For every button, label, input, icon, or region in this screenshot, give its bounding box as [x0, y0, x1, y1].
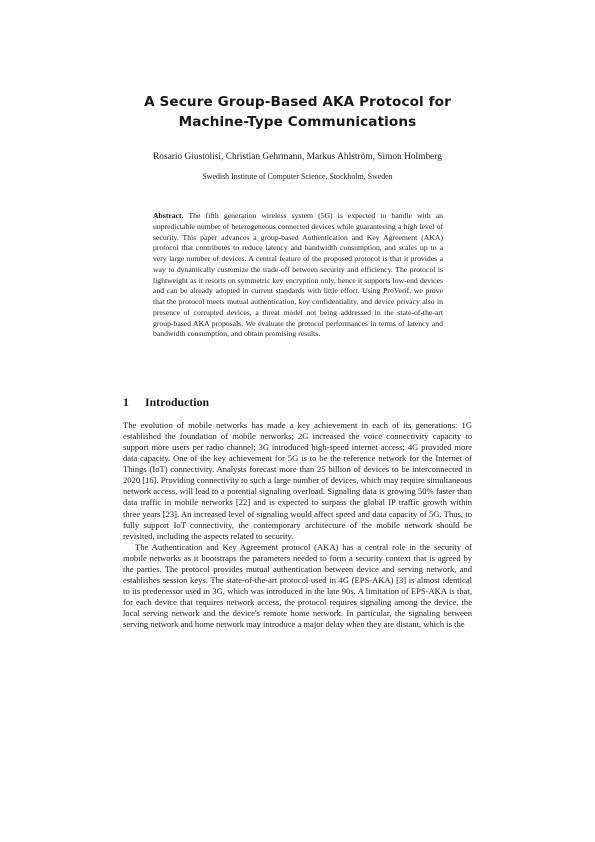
section-heading: [123, 395, 209, 409]
section-number: 1: [123, 395, 129, 409]
title-line-2: Machine-Type Communications: [178, 114, 417, 130]
title-line-1: A Secure Group-Based AKA Protocol for: [144, 94, 451, 110]
body-paragraph: The evolution of mobile networks has made a key achievement in each of its generations: 1G established the foundation of mobile networks; 2G increased the voice connectivity capacity to support more users per radio channel; 3G introduced high-speed internet access; 4G provided more data capacity. One of the key achievement for 5G is to be the reference network for the Internet of Things (IoT) connectivity. Analysts forecast more than 25 billion of devices to be interconnected in 2020 [16]. Providing connectivity to such a large number of devices, which may require simultaneous network access, will lead to a potential signaling overload. Signaling data is growing 50% faster than data traffic in mobile networks [22] and is expected to surpass the global IP traffic growth within three years [23]. An increased level of signaling would affect speed and data capacity of 5G. Thus, to fully support IoT connectivity, the contemporary architecture of the mobile network should be revisited, including the aspects related to security.: [123, 420, 472, 541]
section-title: Introduction: [145, 395, 210, 409]
section-body: [123, 420, 472, 630]
affiliation: Swedish Institute of Computer Science, Stockholm, Sweden: [202, 172, 393, 181]
abstract-label: Abstract.: [153, 211, 184, 220]
abstract: [153, 211, 443, 340]
abstract-text: The fifth generation wireless system (5G) is expected to handle with an unpredictable number of heterogeneous connected devices while guaranteeing a high level of security. This paper advances a group-based Authentication and Key Agreement (AKA) protocol that contributes to reduce latency and bandwidth consumption, and scales up to a very large number of devices. A central feature of the proposed protocol is that it provides a way to dynamically customize the trade-off between security and efficiency. The protocol is lightweight as it resorts on symmetric key encryption only, hence it supports low-end devices and can be already adopted in current standards with little effort. Using ProVerif, we prove that the protocol meets mutual authentication, key confidentiality, and device privacy also in presence of corrupted devices, a threat model not being addressed in the state-of-the-art group-based AKA proposals. We evaluate the protocol performances in terms of latency and bandwidth consumption, and obtain promising results.: [153, 211, 443, 339]
author-list: Rosario Giustolisi, Christian Gehrmann, Markus Ahlström, Simon Holmberg: [153, 152, 442, 162]
paper-title: [60, 92, 535, 132]
body-paragraph: The Authentication and Key Agreement protocol (AKA) has a central role in the security of mobile networks as it bootstraps the parameters needed to form a security context that is agreed by the parties. The protocol provides mutual authentication between device and serving network, and establishes session keys. The state-of-the-art protocol used in 4G (EPS-AKA) [3] is almost identical to its predecessor used in 3G, which was introduced in the late 90s. A limitation of EPS-AKA is that, for each device that requires network access, the protocol requires signaling among the device, the local serving network and the device's remote home network. In particular, the signaling between serving network and home network may introduce a major delay when they are distant, which is the: [123, 541, 472, 630]
